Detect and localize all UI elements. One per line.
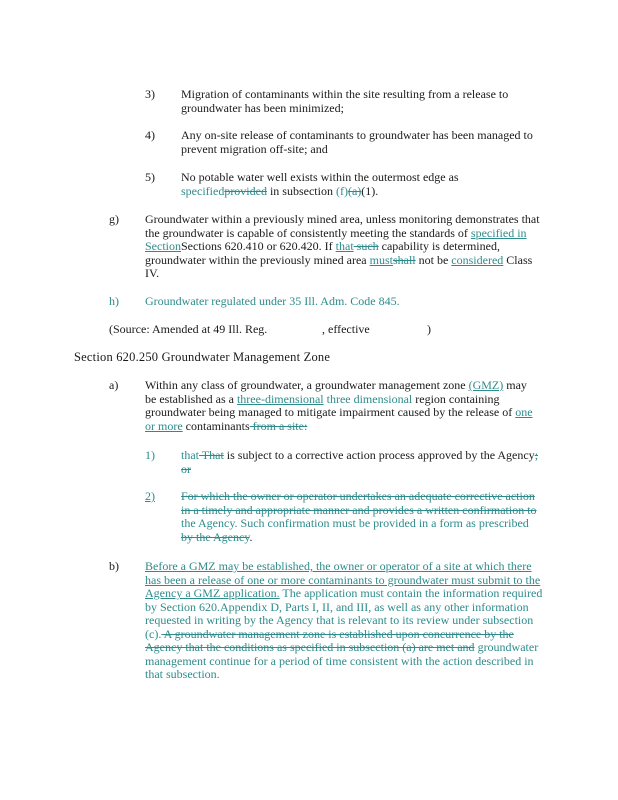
a-ins-gmz: (GMZ) xyxy=(468,378,504,392)
a-ins-three-dimensional: three-dimensional xyxy=(236,391,324,406)
b-ins-3: groundwater management continue for a period of time consistent with the action described in that subsection. xyxy=(145,640,539,681)
item-4-text: Any on-site release of contaminants to groundwater has been managed to prevent migration off-site; and xyxy=(181,128,533,156)
g-t2: Sections 620.410 or 620.420. If xyxy=(181,239,336,253)
item-5-label: 5) xyxy=(145,170,155,184)
a-t2: may be established as a xyxy=(145,378,527,406)
item-5-text xyxy=(181,171,481,198)
item-5-del-provided: provided xyxy=(224,183,267,198)
paragraph-b-label: b) xyxy=(109,559,119,573)
g-t1: Groundwater within a previously mined area, unless monitoring demonstrates that the groundwater is capable of consistently meeting the standards of xyxy=(145,212,540,240)
source-t3: ) xyxy=(427,322,431,336)
a1-del-that: That xyxy=(199,448,224,462)
a2-t1: the Agency. Such confirmation must be provided in a form as prescribed xyxy=(181,516,529,530)
g-t3: capability is determined, groundwater within the previously mined area xyxy=(145,239,500,267)
a-ins-one-or-more: one or more xyxy=(145,405,533,433)
a1-ins-that: that xyxy=(181,448,199,462)
g-t5: Class IV. xyxy=(145,252,533,280)
item-a-1-text xyxy=(181,449,546,476)
item-4-label: 4) xyxy=(145,128,155,142)
g-del-such: such xyxy=(353,239,379,253)
item-3-text: Migration of contaminants within the site resulting from a release to groundwater has been minimized; xyxy=(181,87,509,115)
a-del-three-dimensional: three dimensional xyxy=(323,391,413,406)
item-5-t1: No potable water well exists within the outermost edge as xyxy=(181,170,459,184)
section-heading: Section 620.250 Groundwater Management Zone xyxy=(74,350,331,364)
paragraph-h-label: h) xyxy=(109,294,119,308)
g-t4: not be xyxy=(415,252,452,267)
a1-del-or: ; or xyxy=(181,448,539,476)
a2-del-by-the-agency: by the Agency xyxy=(181,529,250,544)
paragraph-g-text xyxy=(145,213,545,281)
item-a-2-text xyxy=(181,490,541,544)
a-t1: Within any class of groundwater, a groundwater management zone xyxy=(145,378,469,392)
paragraph-g-label: g) xyxy=(109,212,119,226)
item-5-del-a: (a) xyxy=(347,183,362,198)
item-5-ins-specified: specified xyxy=(181,183,225,198)
g-ins-that: that xyxy=(335,239,354,253)
paragraph-a-label: a) xyxy=(109,378,119,392)
a-del-from-a-site: from a site: xyxy=(249,418,308,433)
source-t2: , effective xyxy=(322,322,370,336)
b-del-1: A groundwater management zone is established upon concurrence by the Agency that the conditions as specified in subsection (a) are met and xyxy=(145,626,514,654)
g-ins-must: must xyxy=(369,252,393,267)
source-t1: (Source: Amended at 49 Ill. Reg. xyxy=(109,322,268,336)
item-a-1-label: 1) xyxy=(145,448,155,462)
g-del-shall: shall xyxy=(392,252,416,267)
paragraph-a-text xyxy=(145,379,540,433)
g-ins-considered: considered xyxy=(451,252,504,267)
paragraph-h-text: Groundwater regulated under 35 Ill. Adm. Code 845. xyxy=(145,294,400,308)
g-ins-specified-in-section: specified in Section xyxy=(145,225,527,253)
a1-t1: is subject to a corrective action process approved by the Agency xyxy=(223,448,535,462)
b-ins-2: The application must contain the information required by Section 620.Appendix D, Parts I, II, and III, as well as any other information requested in writing by the Agency that is relevant to its review under subsection (c). xyxy=(145,586,543,641)
item-a-2-label: 2) xyxy=(145,489,155,503)
item-5-ins-f: (f) xyxy=(335,183,348,198)
a2-t2: . xyxy=(249,529,253,544)
a-t3: region containing groundwater being managed to mitigate impairment caused by the release of xyxy=(145,391,516,419)
a-t4: contaminants xyxy=(182,418,250,433)
item-5-t2: in subsection xyxy=(266,183,336,198)
a2-del-1: For which the owner or operator undertakes an adequate corrective action in a timely and appropriate manner and provides a written confirmation to xyxy=(181,489,537,517)
paragraph-b-text xyxy=(145,560,543,682)
b-ins-1: Before a GMZ may be established, the owner or operator of a site at which there has been a release of one or more contaminants to groundwater must submit to the Agency a GMZ application. xyxy=(145,559,541,600)
item-3-label: 3) xyxy=(145,87,155,101)
item-5-t3: (1). xyxy=(361,183,379,198)
